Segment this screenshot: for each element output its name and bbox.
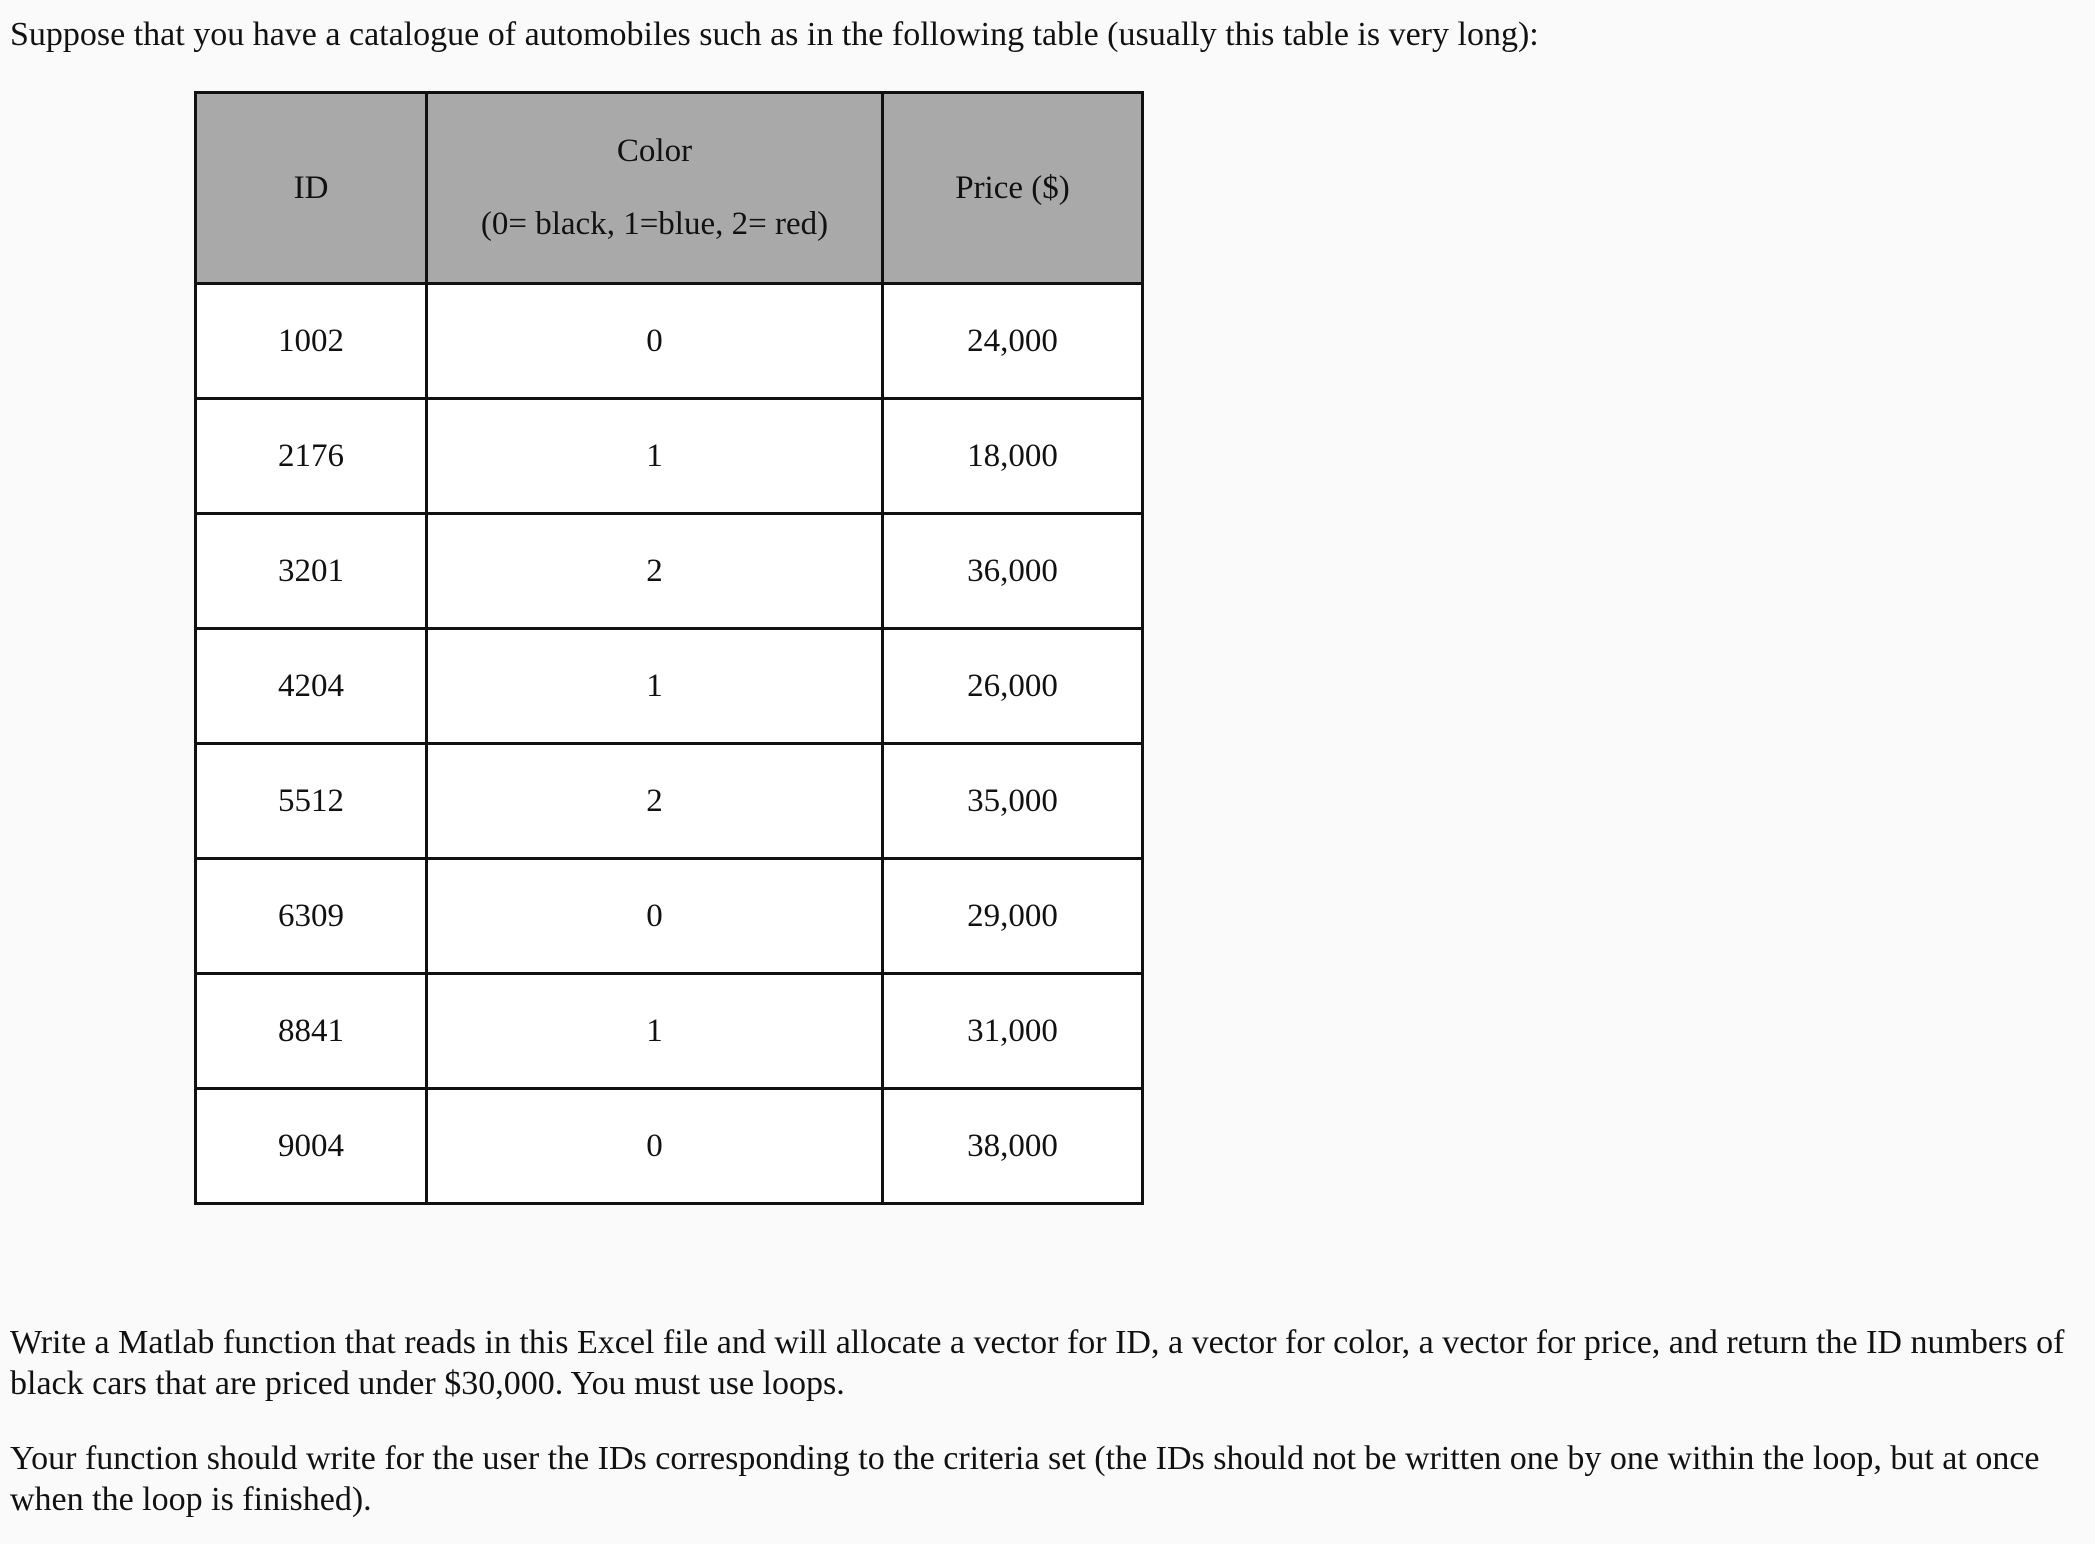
table-row	[196, 859, 1143, 974]
cell-price: 36,000	[883, 514, 1143, 629]
cell-price: 29,000	[883, 859, 1143, 974]
cell-id: 6309	[196, 859, 427, 974]
cell-price: 26,000	[883, 629, 1143, 744]
cell-id: 5512	[196, 744, 427, 859]
table-row	[196, 284, 1143, 399]
header-color-legend: (0= black, 1=blue, 2= red)	[480, 206, 829, 242]
table-row	[196, 744, 1143, 859]
cell-id: 2176	[196, 399, 427, 514]
table-header-row	[196, 93, 1143, 284]
table-row	[196, 514, 1143, 629]
cell-price: 31,000	[883, 974, 1143, 1089]
task-paragraph: Write a Matlab function that reads in this Excel file and will allocate a vector for ID, a vector for color, a vector for price, and return the ID numbers of black cars that are priced under $30,000. You must use loops.	[10, 1324, 2065, 1402]
cell-id: 4204	[196, 629, 427, 744]
cell-color: 2	[427, 744, 883, 859]
cell-id: 3201	[196, 514, 427, 629]
table-row	[196, 399, 1143, 514]
cell-id: 9004	[196, 1089, 427, 1204]
table-row	[196, 974, 1143, 1089]
cell-id: 1002	[196, 284, 427, 399]
header-color-title: Color	[616, 133, 693, 169]
cell-id: 8841	[196, 974, 427, 1089]
header-color	[427, 93, 883, 284]
cell-color: 0	[427, 1089, 883, 1204]
automobile-catalogue-table	[194, 91, 1144, 1205]
header-id: ID	[196, 93, 427, 284]
cell-price: 18,000	[883, 399, 1143, 514]
cell-color: 1	[427, 974, 883, 1089]
cell-price: 35,000	[883, 744, 1143, 859]
cell-color: 0	[427, 859, 883, 974]
cell-price: 24,000	[883, 284, 1143, 399]
cell-color: 1	[427, 629, 883, 744]
table-row	[196, 1089, 1143, 1204]
intro-text: Suppose that you have a catalogue of automobiles such as in the following table (usually this table is very long):	[10, 16, 1539, 53]
cell-color: 0	[427, 284, 883, 399]
output-paragraph: Your function should write for the user the IDs corresponding to the criteria set (the IDs should not be written one by one within the loop, but at once when the loop is finished).	[10, 1440, 2040, 1518]
header-price: Price ($)	[883, 93, 1143, 284]
cell-price: 38,000	[883, 1089, 1143, 1204]
table-row	[196, 629, 1143, 744]
cell-color: 1	[427, 399, 883, 514]
cell-color: 2	[427, 514, 883, 629]
